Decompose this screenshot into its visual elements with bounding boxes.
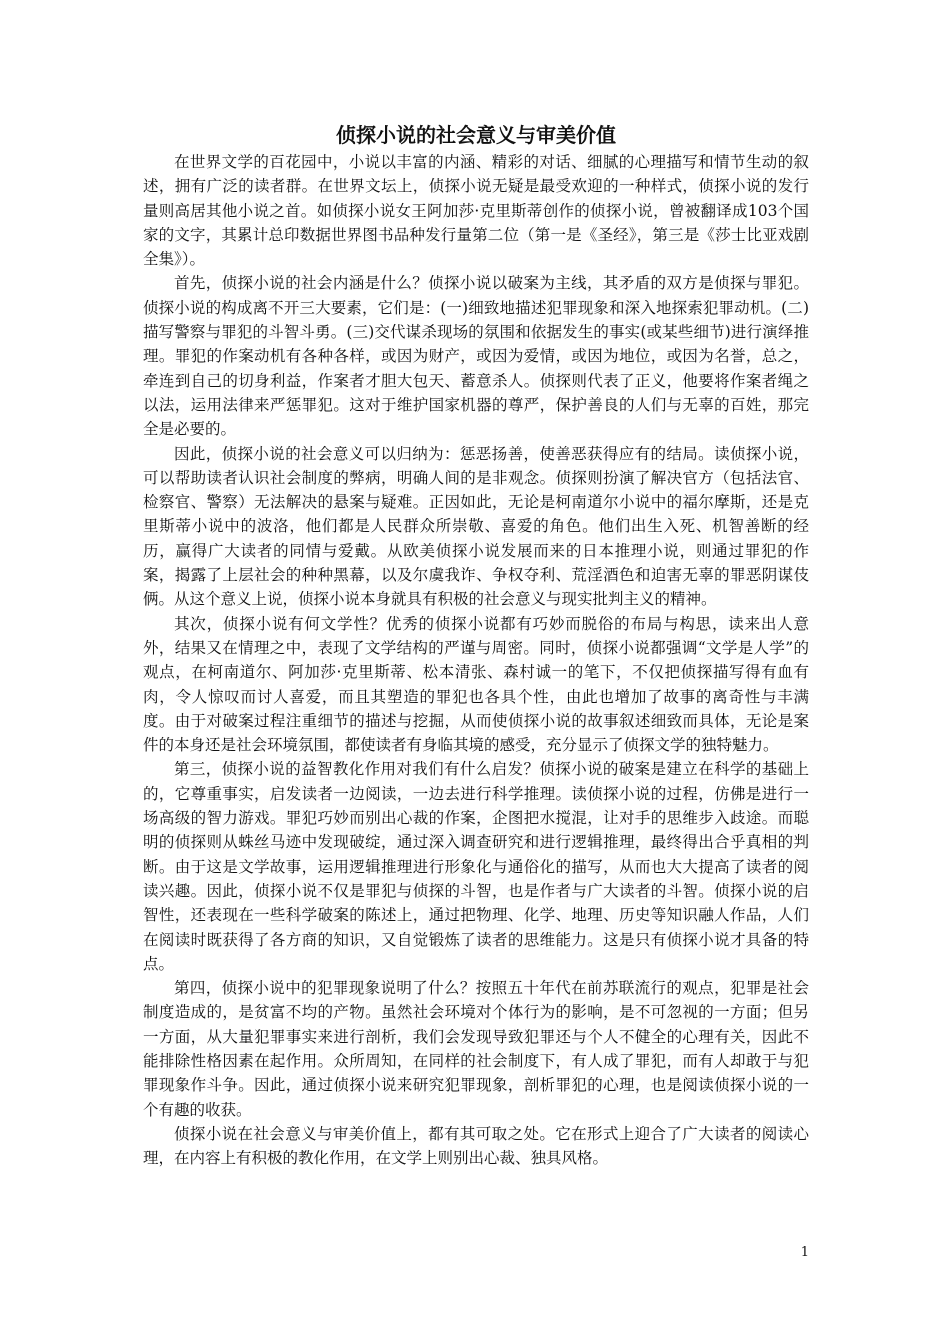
page-number: 1 [800, 1245, 809, 1260]
paragraph-educational-value: 第三，侦探小说的益智教化作用对我们有什么启发？侦探小说的破案是建立在科学的基础上的，它尊重事实，启发读者一边阅读，一边去进行科学推理。读侦探小说的过程，仿佛是进行一场高级的智力游戏。罪犯巧妙而别出心裁的作案，企图把水搅混，让对手的思维步入歧途。而聪明的侦探则从蛛丝马迹中发现破绽，通过深入调查研究和进行逻辑推理，最终得出合乎真相的判断。由于这是文学故事，运用逻辑推理进行形象化与通俗化的描写，从而也大大提高了读者的阅读兴趣。因此，侦探小说不仅是罪犯与侦探的斗智，也是作者与广大读者的斗智。侦探小说的启智性，还表现在一些科学破案的陈述上，通过把物理、化学、地理、历史等知识融人作品，人们在阅读时既获得了各方商的知识，又自觉锻炼了读者的思维能力。这是只有侦探小说才具备的特点。 [143, 760, 809, 973]
paragraph-social-content: 首先，侦探小说的社会内涵是什么？侦探小说以破案为主线，其矛盾的双方是侦探与罪犯。侦探小说的构成离不开三大要素，它们是：(一)细致地描述犯罪现象和深入地探索犯罪动机。(二)描写警察与罪犯的斗智斗勇。(三)交代谋杀现场的氛围和依据发生的事实(或某些细节)进行演绎推理。罪犯的作案动机有各种各样，或因为财产，或因为爱情，或因为地位，或因为名誉，总之，牵连到自己的切身利益，作案者才胆大包天、蓄意杀人。侦探则代表了正义，他要将作案者绳之以法，运用法律来严惩罪犯。这对于维护国家机器的尊严，保护善良的人们与无辜的百姓，那完全是必要的。 [143, 274, 809, 439]
paragraph-literary-value: 其次，侦探小说有何文学性？优秀的侦探小说都有巧妙而脱俗的布局与构思，读来出人意外，结果又在情理之中，表现了文学结构的严谨与周密。同时，侦探小说都强调“文学是人学”的观点，在柯南道尔、阿加莎·克里斯蒂、松本清张、森村诚一的笔下，不仅把侦探描写得有血有肉，令人惊叹而讨人喜爱，而且其塑造的罪犯也各具个性，由此也增加了故事的离奇性与丰满度。由于对破案过程注重细节的描述与挖掘，从而使侦探小说的故事叙述细致而具体，无论是案件的本身还是社会环境氛围，都使读者有身临其境的感受，充分显示了侦探文学的独特魅力。 [143, 614, 809, 755]
paragraph-intro: 在世界文学的百花园中，小说以丰富的内涵、精彩的对话、细腻的心理描写和情节生动的叙述，拥有广泛的读者群。在世界文坛上，侦探小说无疑是最受欢迎的一种样式，侦探小说的发行量则高居其他小说之首。如侦探小说女王阿加莎·克里斯蒂创作的侦探小说，曾被翻译成103个国家的文字，其累计总印数据世界图书品种发行量第二位（第一是《圣经》，第三是《莎士比亚戏剧全集》）。 [143, 153, 809, 269]
paragraph-crime-phenomenon: 第四，侦探小说中的犯罪现象说明了什么？按照五十年代在前苏联流行的观点，犯罪是社会制度造成的，是贫富不均的产物。虽然社会环境对个体行为的影响，是不可忽视的一方面；但另一方面，从大量犯罪事实来进行剖析，我们会发现导致犯罪还与个人不健全的心理有关，因此不能排除性格因素在起作用。众所周知，在同样的社会制度下，有人成了罪犯，而有人却敢于与犯罪现象作斗争。因此，通过侦探小说来研究犯罪现象，剖析罪犯的心理，也是阅读侦探小说的一个有趣的收获。 [143, 979, 809, 1119]
paragraph-conclusion: 侦探小说在社会意义与审美价值上，都有其可取之处。它在形式上迎合了广大读者的阅读心理，在内容上有积极的教化作用，在文学上则别出心裁、独具风格。 [143, 1124, 809, 1168]
paragraph-social-meaning: 因此，侦探小说的社会意义可以归纳为：惩恶扬善，使善恶获得应有的结局。读侦探小说，可以帮助读者认识社会制度的弊病，明确人间的是非观念。侦探则扮演了解决官方（包括法官、检察官、警察）无法解决的悬案与疑难。正因如此，无论是柯南道尔小说中的福尔摩斯，还是克里斯蒂小说中的波洛，他们都是人民群众所崇敬、喜爱的角色。他们出生入死、机智善断的经历，赢得广大读者的同情与爱戴。从欧美侦探小说发展而来的日本推理小说，则通过罪犯的作案，揭露了上层社会的种种黑幕，以及尔虞我诈、争权夺利、荒淫酒色和迫害无辜的罪恶阴谋伎俩。从这个意义上说，侦探小说本身就具有积极的社会意义与现实批判主义的精神。 [143, 444, 809, 609]
document-body [143, 150, 809, 1170]
document-title: 侦探小说的社会意义与审美价值 [336, 123, 616, 147]
